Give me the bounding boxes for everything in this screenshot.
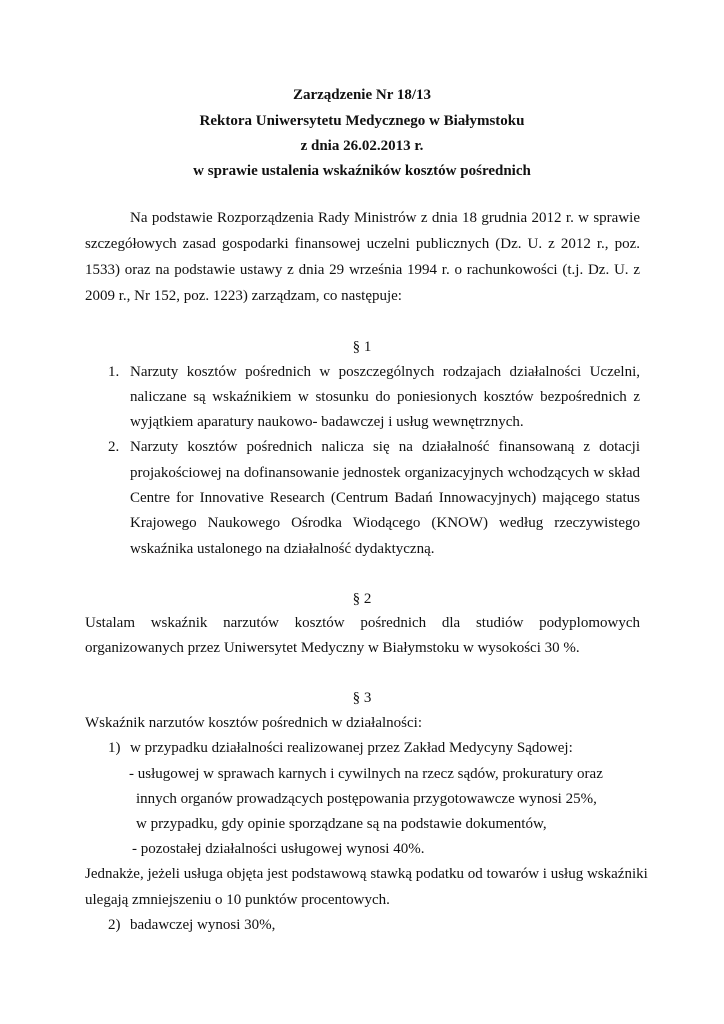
preamble-line: 1533) oraz na podstawie ustawy z dnia 29 września 1994 r. o rachunkowości (t.j. Dz. U. z bbox=[85, 262, 640, 278]
preamble-line: 2009 r., Nr 152, poz. 1223) zarządzam, co następuje: bbox=[85, 288, 402, 304]
sub-item-line: - pozostałej działalności usługowej wynosi 40%. bbox=[132, 841, 425, 857]
list-item-line: Centre for Innovative Research (Centrum Badań Innowacyjnych) mającego status bbox=[130, 490, 640, 506]
section-heading: § 1 bbox=[352, 339, 372, 355]
sub-item-line: w przypadku, gdy opinie sporządzane są na podstawie dokumentów, bbox=[136, 816, 547, 832]
sub-item-line: innych organów prowadzących postępowania przygotowawcze wynosi 25%, bbox=[136, 791, 597, 807]
sub-item-line: - usługowej w sprawach karnych i cywilnych na rzecz sądów, prokuratury oraz bbox=[129, 766, 603, 782]
list-item-number: 1. bbox=[108, 364, 120, 380]
list-item-line: wyjątkiem aparatury naukowo- badawczej i usług wewnętrznych. bbox=[130, 414, 524, 430]
list-item-line: badawczej wynosi 30%, bbox=[130, 917, 276, 933]
paragraph-line: Jednakże, jeżeli usługa objęta jest podstawową stawką podatku od towarów i usług wskaźniki bbox=[85, 866, 648, 882]
section-heading: § 3 bbox=[352, 690, 372, 706]
list-item-line: Narzuty kosztów pośrednich nalicza się na działalność finansowaną z dotacji bbox=[130, 439, 640, 455]
document-title: Zarządzenie Nr 18/13 bbox=[292, 87, 432, 103]
list-item-line: projakościowej na dofinansowanie jednostek organizacyjnych wchodzących w skład bbox=[130, 465, 640, 481]
list-item-number: 1) bbox=[108, 740, 121, 756]
paragraph-line: ulegają zmniejszeniu o 10 punktów procentowych. bbox=[85, 892, 390, 908]
document-date: z dnia 26.02.2013 r. bbox=[300, 138, 424, 154]
paragraph-line: Wskaźnik narzutów kosztów pośrednich w działalności: bbox=[85, 715, 422, 731]
section-heading: § 2 bbox=[352, 591, 372, 607]
document-subject: w sprawie ustalenia wskaźników kosztów pośrednich bbox=[193, 163, 531, 179]
list-item-number: 2) bbox=[108, 917, 121, 933]
paragraph-line: Ustalam wskaźnik narzutów kosztów pośrednich dla studiów podyplomowych bbox=[85, 615, 640, 631]
list-item-line: naliczane są wskaźnikiem w stosunku do poniesionych kosztów bezpośrednich z bbox=[130, 389, 640, 405]
preamble-line: szczegółowych zasad gospodarki finansowej uczelni publicznych (Dz. U. z 2012 r., poz. bbox=[85, 236, 640, 252]
list-item-line: Krajowego Naukowego Ośrodka Wiodącego (KNOW) według rzeczywistego bbox=[130, 515, 640, 531]
paragraph-line: organizowanych przez Uniwersytet Medyczny w Białymstoku w wysokości 30 %. bbox=[85, 640, 580, 656]
document-issuer: Rektora Uniwersytetu Medycznego w Białymstoku bbox=[199, 113, 525, 129]
list-item-line: wskaźnika ustalonego na działalność dydaktyczną. bbox=[130, 541, 435, 557]
list-item-number: 2. bbox=[108, 439, 120, 455]
list-item-line: Narzuty kosztów pośrednich w poszczególnych rodzajach działalności Uczelni, bbox=[130, 364, 640, 380]
list-item-line: w przypadku działalności realizowanej przez Zakład Medycyny Sądowej: bbox=[130, 740, 573, 756]
preamble-line: Na podstawie Rozporządzenia Rady Ministrów z dnia 18 grudnia 2012 r. w sprawie bbox=[130, 210, 640, 226]
